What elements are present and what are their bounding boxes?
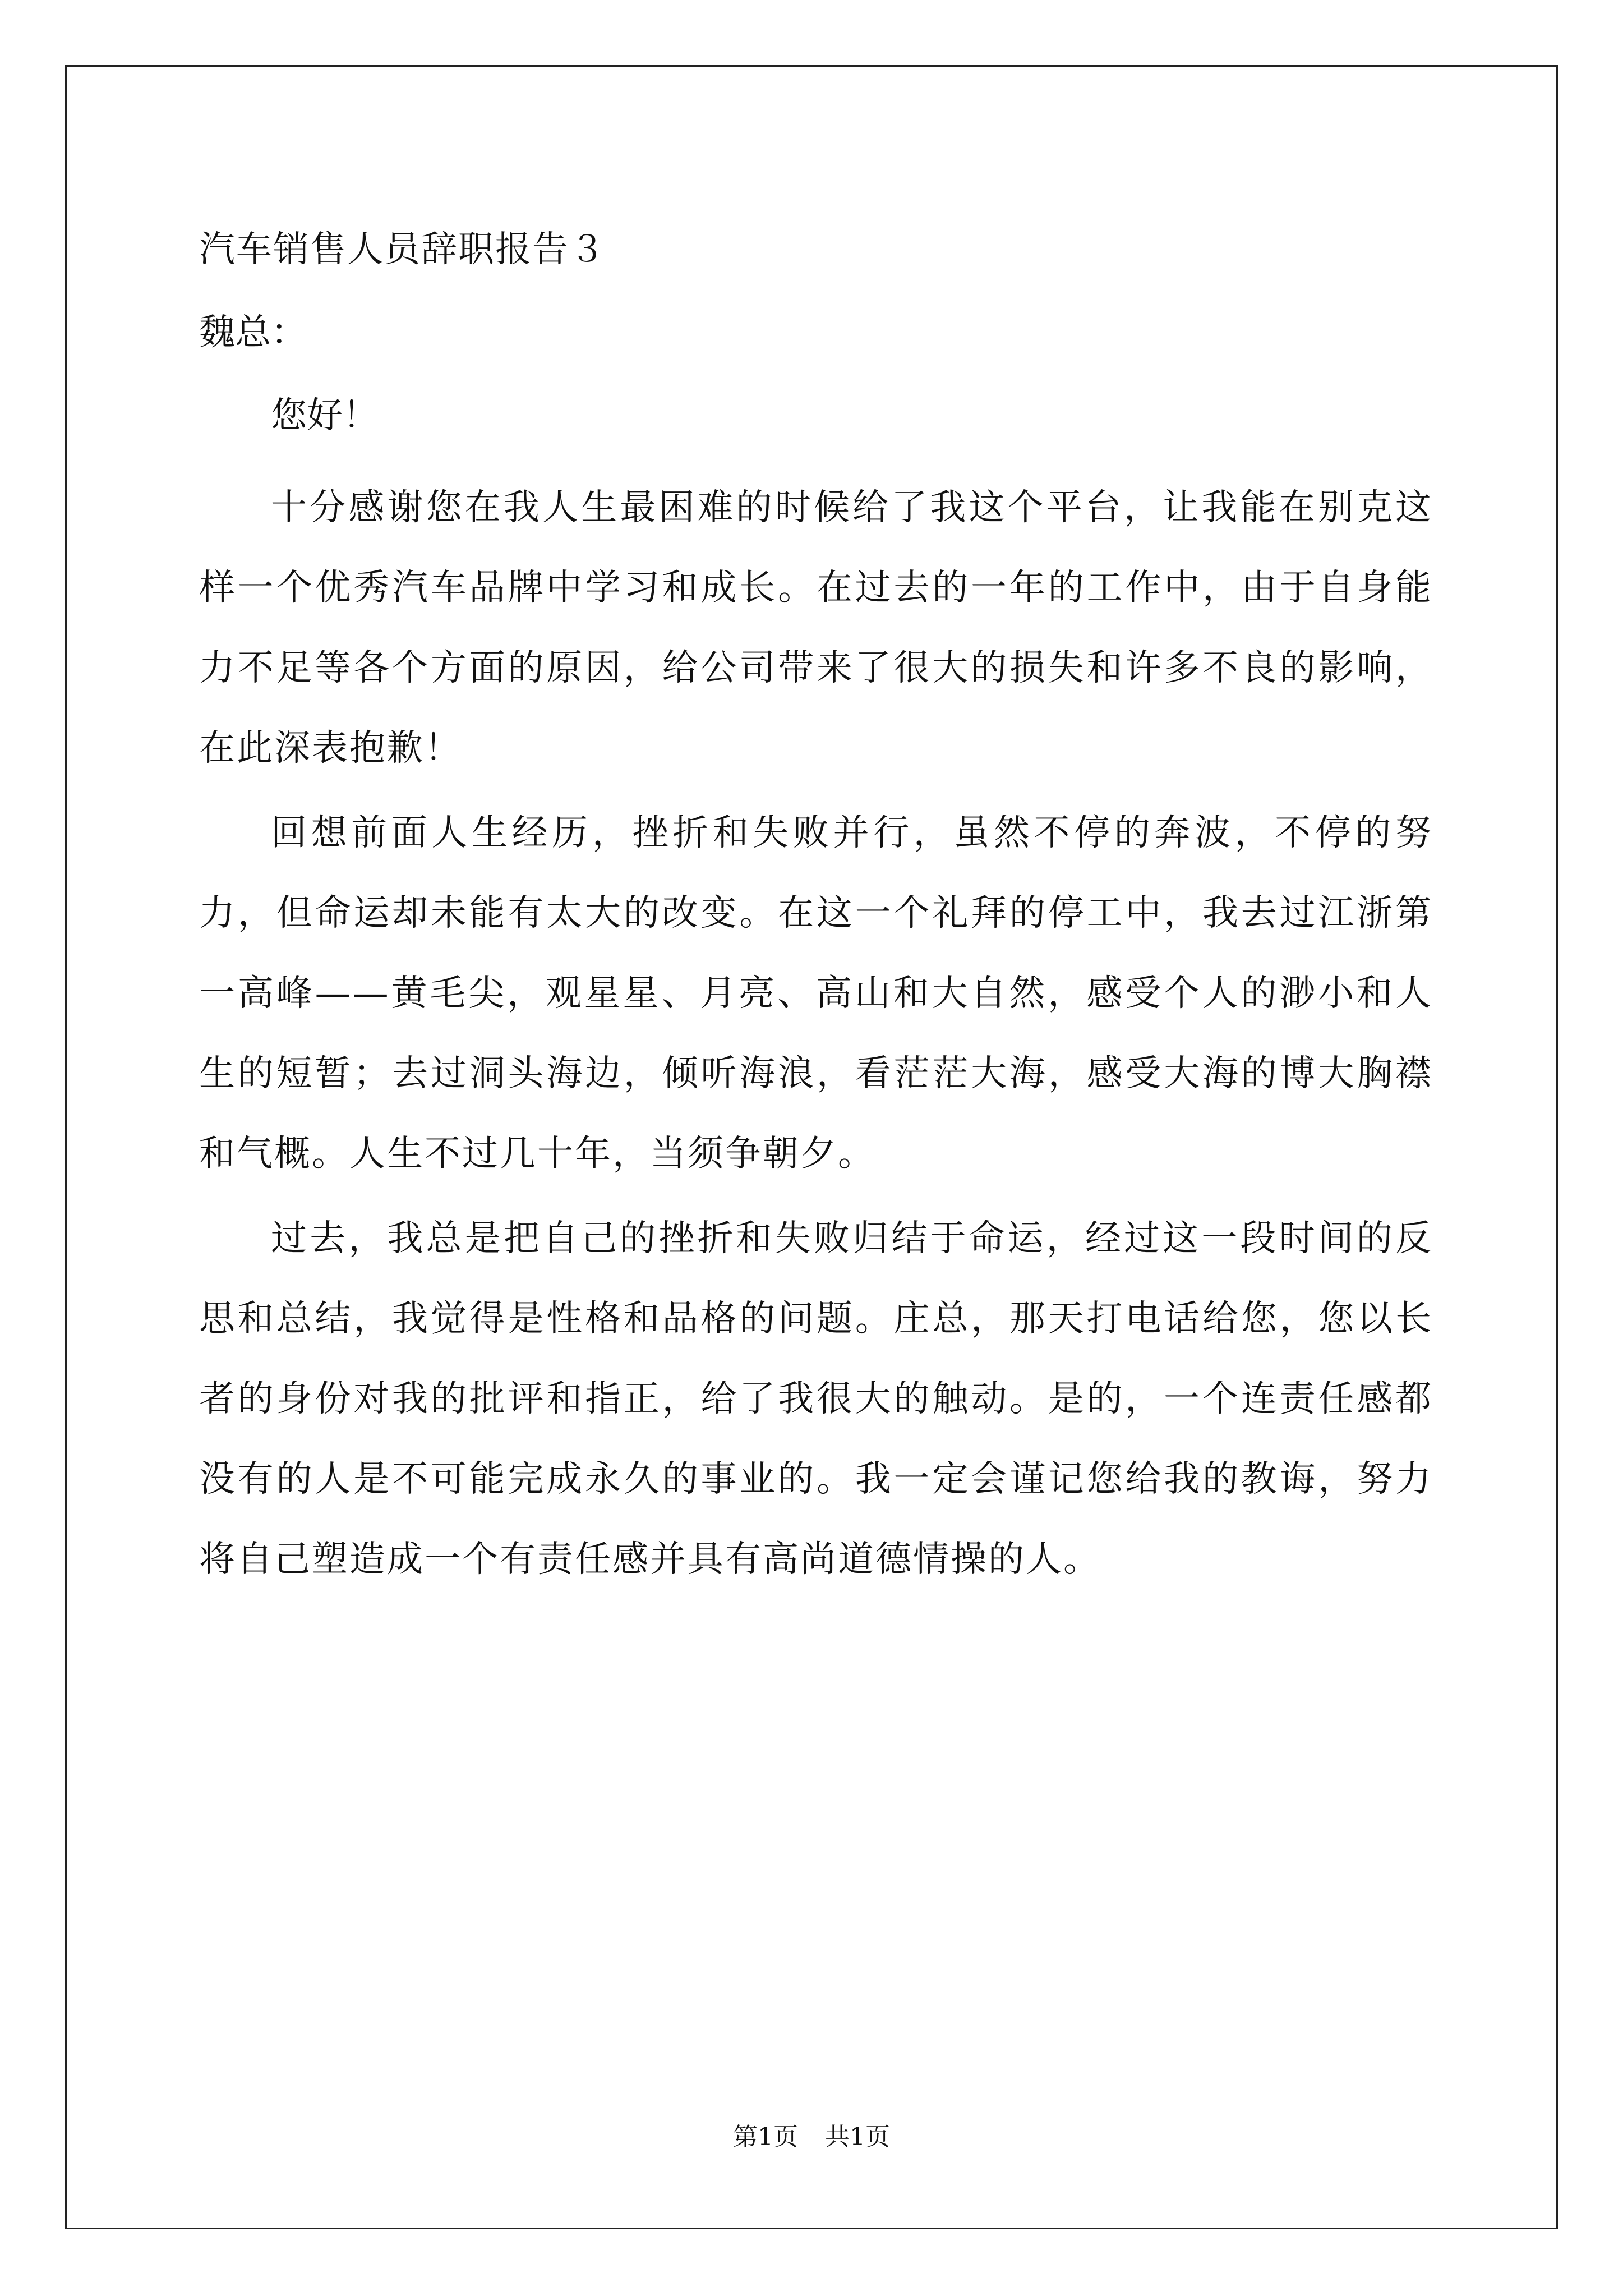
paragraph: 过去，我总是把自己的挫折和失败归结于命运，经过这一段时间的反思和总结，我觉得是性格和品格的问题。庄总，那天打电话给您，您以长者的身份对我的批评和指正，给了我很大的触动。是的，一个连责任感都没有的人是不可能完成永久的事业的。我一定会谨记您给我的教诲，努力将自己塑造成一个有责任感并具有高尚道德情操的人。 [199,1218,1433,1580]
greeting: 您好！ [271,395,379,436]
page-footer [0,2120,1623,2154]
document-body [199,219,1433,1604]
document-title: 汽车销售人员辞职报告３ [199,229,606,270]
paragraph: 十分感谢您在我人生最困难的时候给了我这个平台，让我能在别克这样一个优秀汽车品牌中学习和成长。在过去的一年的工作中，由于自身能力不足等各个方面的原因，给公司带来了很大的损失和许多不良的影响，在此深表抱歉！ [199,487,1433,769]
page-total: 共1页 [825,2123,890,2151]
salutation: 魏总： [199,312,307,353]
paragraph: 回想前面人生经历，挫折和失败并行，虽然不停的奔波，不停的努力，但命运却未能有太大的改变。在这一个礼拜的停工中，我去过江浙第一高峰——黄毛尖，观星星、月亮、高山和大自然，感受个人的渺小和人生的短暂；去过洞头海边，倾听海浪，看茫茫大海，感受大海的博大胸襟和气概。人生不过几十年，当须争朝夕。 [199,812,1433,1175]
page-number: 第1页 [733,2123,798,2151]
